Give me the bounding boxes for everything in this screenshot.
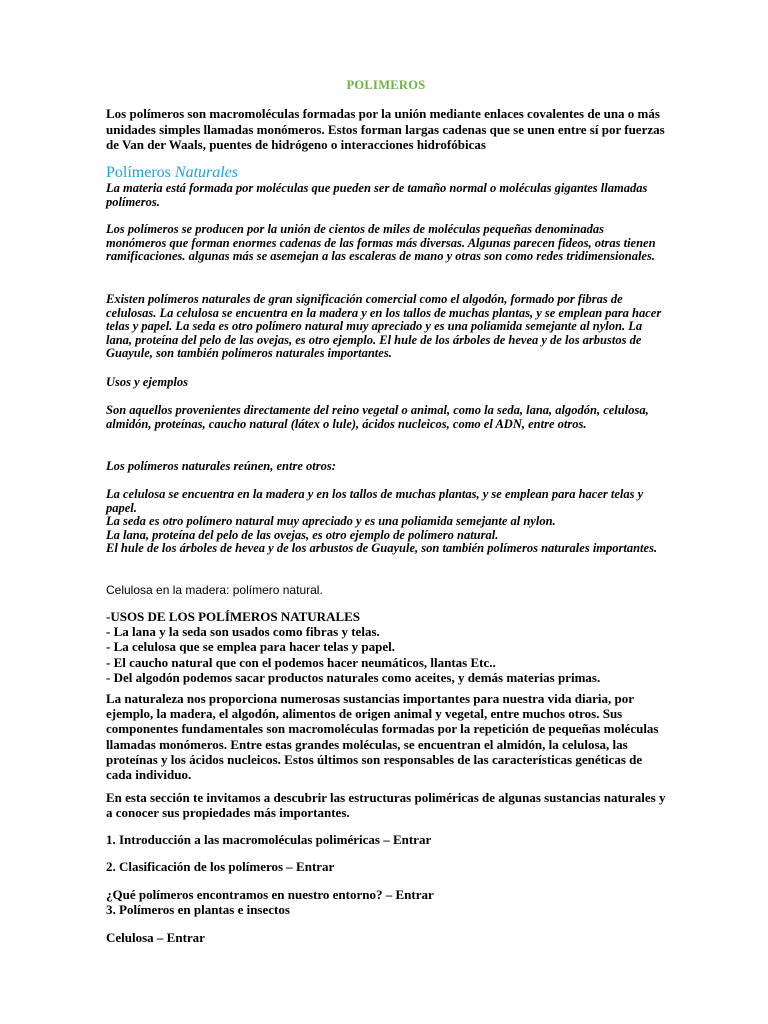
example-silk: La seda es otro polímero natural muy apreciado y es una poliamida semejante al nylon. xyxy=(106,514,556,529)
paragraph-commercial-polymers: Existen polímeros naturales de gran significación comercial como el algodón, formado por fibras de celulosas. La celulosa se encuentra en la madera y en los tallos de muchas plantas, y se emplean para hacer telas y papel. La seda es otro polímero natural muy apreciado y es una poliamida semejante al nylon. La lana, proteína del pelo de las ovejas, es otro ejemplo. El hule de los árboles de hevea y de los arbustos de Guayule, son también polímeros naturales importantes. xyxy=(106,292,662,361)
link-intro-macromolecules[interactable]: 1. Introducción a las macromoléculas poliméricas – Entrar xyxy=(106,832,432,847)
list-item: - La celulosa que se emplea para hacer telas y papel. xyxy=(106,639,395,655)
paragraph-natural-polymers-include: Los polímeros naturales reúnen, entre otros: xyxy=(106,459,336,473)
paragraph-invitation: En esta sección te invitamos a descubrir las estructuras poliméricas de algunas sustancias naturales y a conocer sus propiedades más importantes. xyxy=(106,790,666,821)
example-rubber: El hule de los árboles de hevea y de los arbustos de Guayule, son también polímeros naturales importantes. xyxy=(106,541,658,556)
paragraph-matter: La materia está formada por moléculas que pueden ser de tamaño normal o moléculas gigantes llamadas polímeros. xyxy=(106,181,648,209)
link-cellulose[interactable]: Celulosa – Entrar xyxy=(106,930,205,945)
section-heading-plain: Polímeros xyxy=(106,164,175,181)
usos-list-section xyxy=(106,609,666,685)
examples-list xyxy=(106,488,666,556)
list-item: - Del algodón podemos sacar productos naturales como aceites, y demás materias primas. xyxy=(106,669,601,685)
paragraph-nature-provides: La naturaleza nos proporciona numerosas sustancias importantes para nuestra vida diaria, por ejemplo, la madera, el algodón, alimentos de origen animal y vegetal, entre muchos otros. Sus componentes fundamentales son macromoléculas formadas por la repetición de pequeñas moléculas llamadas monómeros. Entre estas grandes moléculas, se encuentran el almidón, la celulosa, las proteínas y los ácidos nucleicos. Estos últimos son responsables de las características genéticas de cada individuo. xyxy=(106,691,659,783)
heading-plants-insects: 3. Polímeros en plantas e insectos xyxy=(106,902,290,917)
link-polymers-environment[interactable]: ¿Qué polímeros encontramos en nuestro entorno? – Entrar xyxy=(106,887,434,902)
example-cellulose: La celulosa se encuentra en la madera y en los tallos de muchas plantas, y se emplean para hacer telas y papel. xyxy=(106,487,644,515)
usos-list xyxy=(106,624,666,685)
usos-list-heading: -USOS DE LOS POLÍMEROS NATURALES xyxy=(106,609,361,624)
list-item: - El caucho natural que con el podemos hacer neumáticos, llantas Etc.. xyxy=(106,654,496,670)
document-title: POLIMEROS xyxy=(346,78,426,92)
section-heading-italic: Naturales xyxy=(174,164,239,181)
section-heading-natural-polymers xyxy=(106,164,238,182)
image-caption: Celulosa en la madera: polímero natural. xyxy=(106,583,323,597)
link-polymer-classification[interactable]: 2. Clasificación de los polímeros – Entrar xyxy=(106,859,335,874)
list-item: - La lana y la seda son usados como fibras y telas. xyxy=(106,624,380,640)
intro-paragraph: Los polímeros son macromoléculas formadas por la unión mediante enlaces covalentes de una o más unidades simples llamadas monómeros. Estos forman largas cadenas que se unen entre sí por fuerzas de Van der Waals, puentes de hidrógeno o interacciones hidrofóbicas xyxy=(106,106,665,152)
example-wool: La lana, proteína del pelo de las ovejas, es otro ejemplo de polímero natural. xyxy=(106,527,499,542)
paragraph-polymer-production: Los polímeros se producen por la unión de cientos de miles de moléculas pequeñas denominadas monómeros que forman enormes cadenas de las formas más diversas. Algunas parecen fideos, otras tienen ramificaciones. algunas más se asemejan a las escaleras de mano y otras son como redes tridimensionales. xyxy=(106,222,656,264)
usos-ejemplos-heading: Usos y ejemplos xyxy=(106,375,188,389)
paragraph-origin: Son aquellos provenientes directamente del reino vegetal o animal, como la seda, lana, algodón, celulosa, almidón, proteínas, caucho natural (látex o lule), ácidos nucleicos, como el ADN, entre otros. xyxy=(106,403,649,431)
